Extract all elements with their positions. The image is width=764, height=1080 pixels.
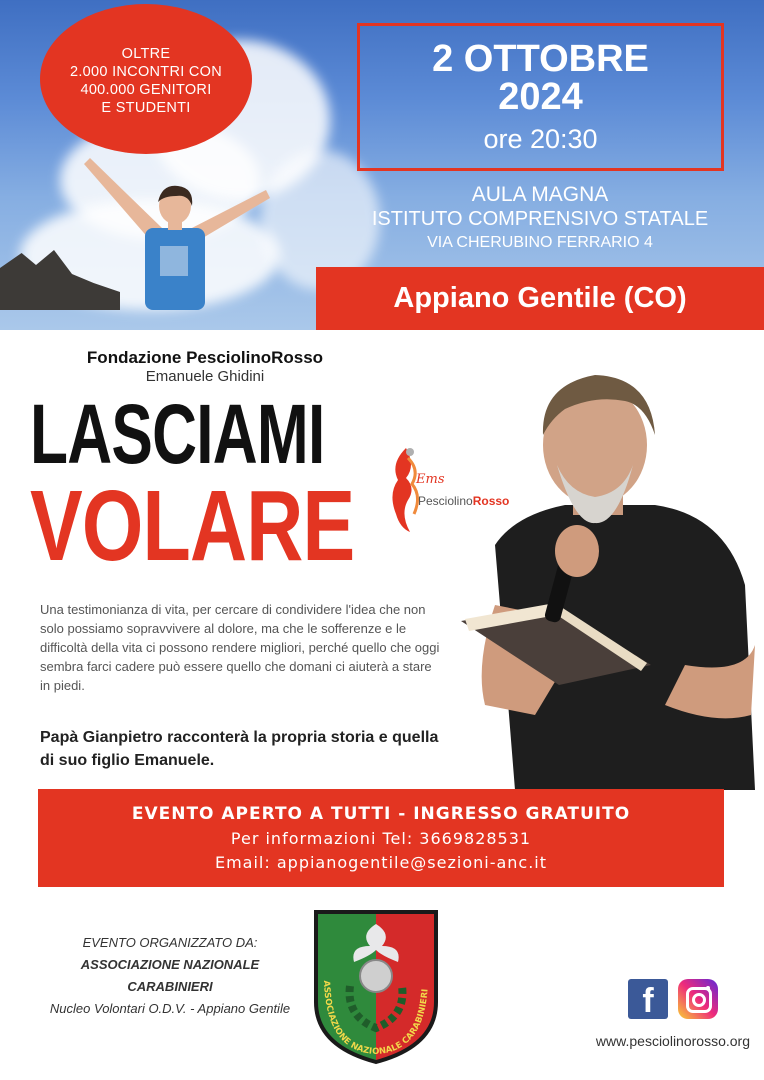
speaker-text: Papà Gianpietro racconterà la propria storia e quella di suo figlio Emanuele. [40, 729, 439, 769]
event-date-box [357, 23, 724, 171]
badge-line: 400.000 GENITORI [80, 82, 212, 98]
organizer-unit: Nucleo Volontari O.D.V. - Appiano Gentile [49, 1001, 291, 1016]
title-line-1: LASCIAMI [30, 387, 325, 481]
foundation-person: Emanuele Ghidini [145, 368, 265, 385]
title-line-2: VOLARE [30, 470, 355, 582]
venue-info [340, 183, 740, 255]
facebook-icon[interactable]: f [628, 979, 668, 1019]
event-email[interactable]: Email: appianogentile@sezioni-anc.it [214, 853, 548, 872]
event-date-year: 2024 [498, 75, 583, 118]
organizer-name: ASSOCIAZIONE NAZIONALE CARABINIERI [80, 957, 260, 994]
venue-address: VIA CHERUBINO FERRARIO 4 [427, 234, 653, 251]
logo-name-plain: Pesciolino [418, 494, 473, 508]
flame-figure-icon [386, 444, 426, 534]
social-links [628, 979, 718, 1019]
stats-badge [40, 4, 252, 154]
town-banner [316, 267, 764, 330]
instagram-icon[interactable] [678, 979, 718, 1019]
website-link[interactable]: www.pesciolinorosso.org [595, 1033, 750, 1049]
foundation-name: Fondazione PesciolinoRosso [86, 348, 324, 367]
venue-hall: AULA MAGNA [471, 183, 609, 206]
event-headline: EVENTO APERTO A TUTTI - INGRESSO GRATUITO [131, 804, 631, 824]
crest-ring-text: ASSOCIAZIONE NAZIONALE CARABINIERI [321, 980, 431, 1058]
organizer-label: EVENTO ORGANIZZATO DA: [82, 935, 258, 950]
foundation-heading [70, 348, 340, 385]
description-text: Una testimonianza di vita, per cercare di condividere l'idea che non solo possiamo sopravvivere al dolore, ma che le sofferenze e le difficoltà della vita ci possono rendere migliori, perché quello che oggi sembra farci cadere può essere quello che domani ci aiuterà a stare in piedi. [40, 602, 440, 693]
instagram-dot [706, 986, 710, 990]
event-info-banner [38, 789, 724, 887]
carabinieri-crest-logo [310, 906, 442, 1066]
town-name: Appiano Gentile (CO) [393, 282, 687, 314]
badge-line: E STUDENTI [101, 100, 191, 116]
event-date-day: 2 OTTOBRE [432, 37, 649, 80]
logo-ems: Ems [416, 472, 445, 487]
venue-school: ISTITUTO COMPRENSIVO STATALE [371, 208, 709, 230]
organizer-block [40, 932, 300, 1020]
event-phone[interactable]: Per informazioni Tel: 3669828531 [230, 829, 532, 848]
badge-line: 2.000 INCONTRI CON [69, 64, 223, 80]
badge-line: OLTRE [121, 46, 171, 62]
event-time: ore 20:30 [483, 123, 598, 154]
speaker-reading-photo [455, 365, 764, 790]
boy-arms-raised-image [70, 150, 280, 310]
logo-name-bold: Rosso [472, 494, 510, 508]
